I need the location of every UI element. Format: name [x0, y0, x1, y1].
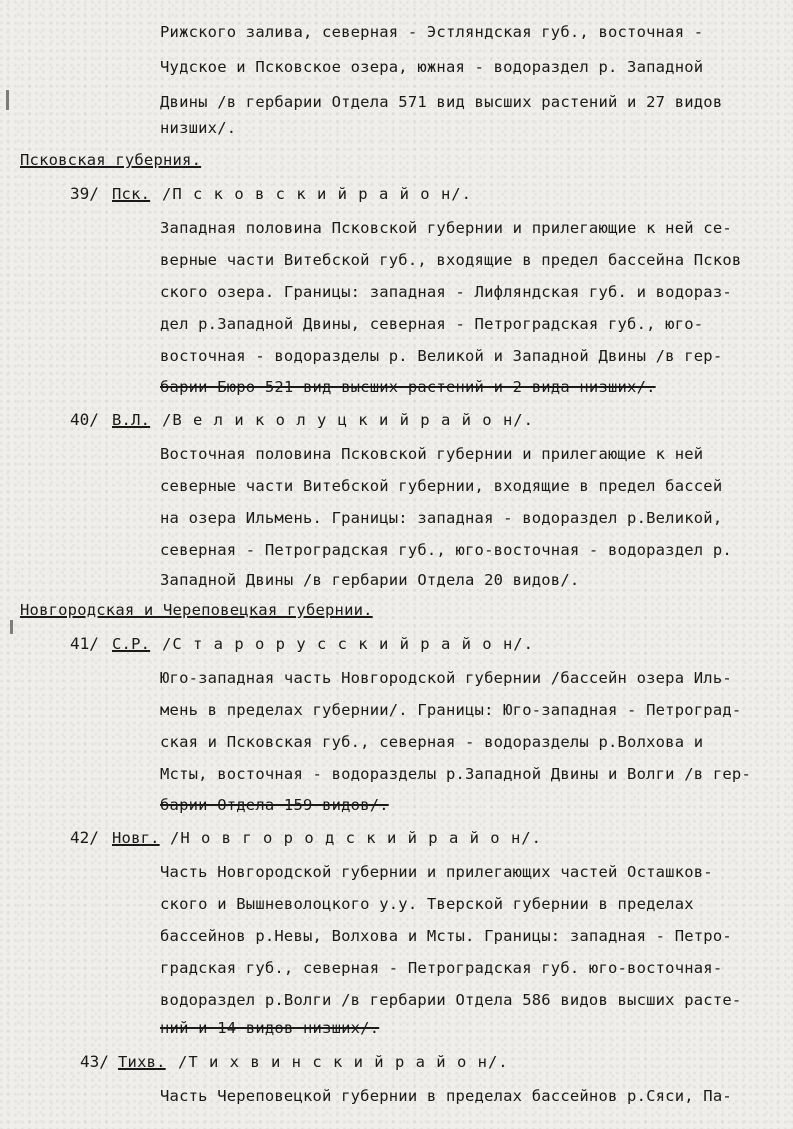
entry-title: /Н о в г о р о д с к и й р а й о н/.	[170, 829, 542, 847]
text-line: северные части Витебской губернии, входящие в предел бассей	[160, 477, 723, 495]
text-line: Чудское и Псковское озера, южная - водораздел р. Западной	[160, 58, 704, 76]
herbarium-note: Двины /в гербарии Отдела 571 вид высших растений и 27 видов	[160, 93, 723, 111]
entry-title: /П с к о в с к и й р а й о н/.	[162, 185, 472, 203]
strikethrough-line: ний и 14 видов низших/.	[160, 1019, 380, 1037]
entry-abbreviation: С.Р.	[112, 635, 151, 653]
margin-mark	[6, 90, 9, 110]
text-line: северная - Петроградская губ., юго-восточная - водораздел р.	[160, 541, 732, 559]
entry-number: 43/	[80, 1052, 109, 1071]
text-line: Западная половина Псковской губернии и прилегающие к ней се-	[160, 219, 732, 237]
text-line: градская губ., северная - Петроградская губ. юго-восточная-	[160, 959, 723, 977]
strikethrough-line: барии Бюро 521 вид высших растений и 2 вида низших/.	[160, 378, 656, 396]
section-heading: Новгородская и Череповецкая губернии.	[20, 601, 373, 619]
text-line: Часть Новгородской губернии и прилегающих частей Осташков-	[160, 863, 713, 881]
entry-number: 42/	[70, 828, 99, 847]
text-line: мень в пределах губернии/. Границы: Юго-западная - Петроград-	[160, 701, 742, 719]
text-line: водораздел р.Волги /в гербарии Отдела 586 видов высших расте-	[160, 991, 742, 1009]
text-line: Восточная половина Псковской губернии и прилегающие к ней	[160, 445, 704, 463]
strikethrough-line: барии Отдела 159 видов/.	[160, 796, 389, 814]
text-line: на озера Ильмень. Границы: западная - водораздел р.Великой,	[160, 509, 723, 527]
margin-mark	[10, 620, 13, 634]
text-line: бассейнов р.Невы, Волхова и Мсты. Границы: западная - Петро-	[160, 927, 732, 945]
text-line: верные части Витебской губ., входящие в предел бассейна Псков	[160, 251, 742, 269]
text-line: Рижского залива, северная - Эстляндская губ., восточная -	[160, 23, 704, 41]
entry-abbreviation: Пск.	[112, 185, 151, 203]
section-heading: Псковская губерния.	[20, 151, 202, 169]
entry-title: /В е л и к о л у ц к и й р а й о н/.	[162, 411, 534, 429]
entry-abbreviation: В.Л.	[112, 411, 151, 429]
entry-number: 39/	[70, 184, 99, 203]
text-line	[160, 92, 722, 112]
entry-abbreviation: Тихв.	[118, 1053, 166, 1071]
text-line: низших/.	[160, 119, 237, 137]
text-line: Юго-западная часть Новгородской губернии /бассейн озера Иль-	[160, 669, 732, 687]
entry-abbreviation: Новг.	[112, 829, 160, 847]
text-line: дел р.Западной Двины, северная - Петроградская губ., юго-	[160, 315, 704, 333]
entry-number: 41/	[70, 634, 99, 653]
text-line: Мсты, восточная - водоразделы р.Западной Двины и Волги /в гер-	[160, 765, 751, 783]
text-line: ского и Вышневолоцкого у.у. Тверской губернии в пределах	[160, 895, 694, 913]
text-line: Западной Двины /в гербарии Отдела 20 видов/.	[160, 571, 580, 589]
entry-number: 40/	[70, 410, 99, 429]
text-line: ского озера. Границы: западная - Лифляндская губ. и водораз-	[160, 283, 732, 301]
text-line: Часть Череповецкой губернии в пределах бассейнов р.Сяси, Па-	[160, 1087, 732, 1105]
text-line: ская и Псковская губ., северная - водоразделы р.Волхова и	[160, 733, 704, 751]
text-line: восточная - водоразделы р. Великой и Западной Двины /в гер-	[160, 347, 723, 365]
entry-title: /С т а р о р у с с к и й р а й о н/.	[162, 635, 534, 653]
entry-title: /Т и х в и н с к и й р а й о н/.	[178, 1053, 509, 1071]
